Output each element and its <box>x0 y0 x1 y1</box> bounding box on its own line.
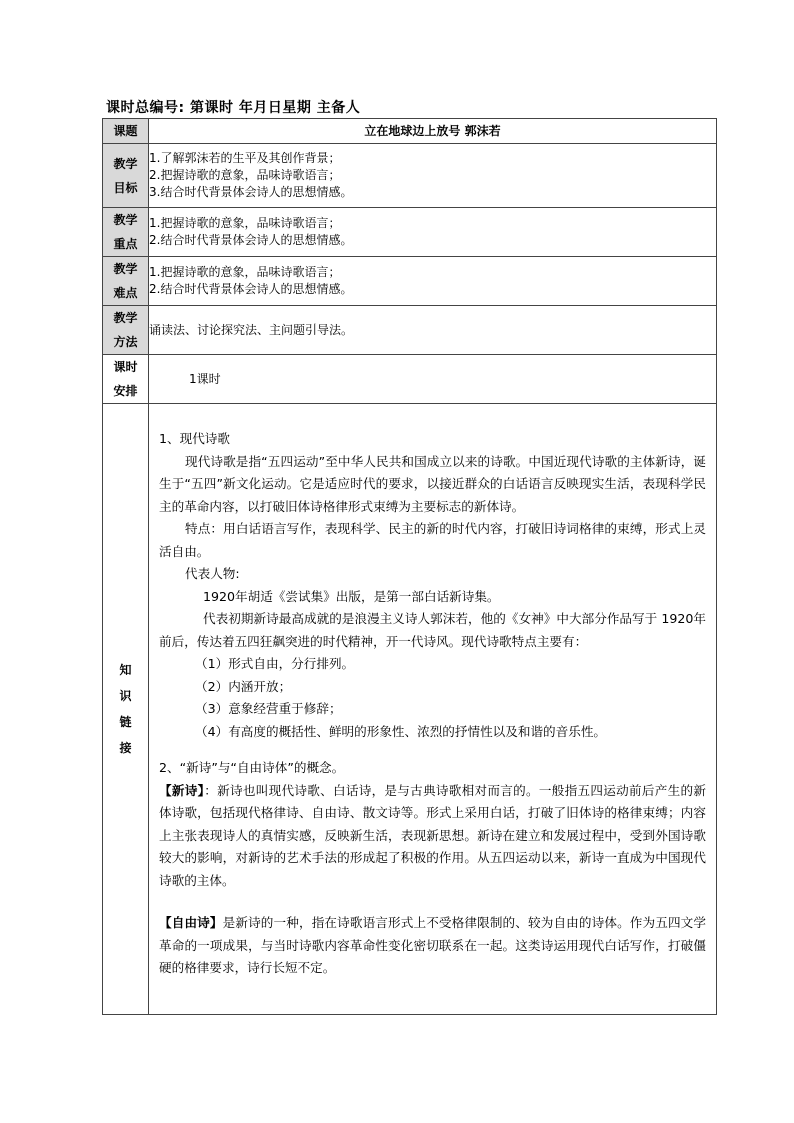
difficulty-row <box>103 257 717 306</box>
knowledge-label: 知 识 链 接 <box>103 404 149 1015</box>
ziyou-text: 是新诗的一种，指在诗歌语言形式上不受格律限制的、较为自由的诗体。作为五四文学革命的一项成果，与当时诗歌内容革命性变化密切联系在一起。这类诗运用现代白话写作，打破僵硬的格律要求，诗行长短不定。 <box>159 915 707 975</box>
xinshi-label: 【新诗】 <box>159 782 205 798</box>
method-row <box>103 306 717 355</box>
paragraph: 代表人物: <box>185 566 240 581</box>
key-label: 教学 重点 <box>103 208 149 257</box>
lesson-header: 课时总编号: 第课时 年月日星期 主备人 <box>106 100 361 116</box>
difficulty-item: 2.结合时代背景体会诗人的思想情感。 <box>149 282 353 296</box>
goal-item: 2.把握诗歌的意象，品味诗歌语言； <box>149 168 341 182</box>
xinshi-paragraph <box>159 780 706 893</box>
schedule-label: 课时 安排 <box>103 355 149 404</box>
ziyou-paragraph <box>159 912 706 980</box>
paragraph: 代表初期新诗最高成就的是浪漫主义诗人郭沫若，他的《女神》中大部分作品写于 1920年前后，传达着五四狂飙突进的时代精神，开一代诗风。现代诗歌特点主要有： <box>159 611 706 649</box>
topic-label: 课题 <box>103 119 149 144</box>
list-item: （3）意象经营重于修辞； <box>195 701 342 716</box>
goals-label: 教学 目标 <box>103 144 149 208</box>
method-content: 诵读法、讨论探究法、主问题引导法。 <box>149 306 717 355</box>
topic-row <box>103 119 717 144</box>
topic-value: 立在地球边上放号 郭沫若 <box>149 119 717 144</box>
schedule-content <box>149 355 717 404</box>
key-row <box>103 208 717 257</box>
lesson-plan-table <box>102 118 717 1015</box>
xinshi-text: ：新诗也叫现代诗歌、白话诗，是与古典诗歌相对而言的。一般指五四运动前后产生的新体诗歌，包括现代格律诗、自由诗、散文诗等。形式上采用白话，打破了旧体诗的格律束缚；内容上主张表现诗人的真情实感，反映新生活，表现新思想。新诗在建立和发展过程中，受到外国诗歌较大的影响，对新诗的艺术手法的形成起了积极的作用。从五四运动以来，新诗一直成为中国现代诗歌的主体。 <box>159 782 707 888</box>
goals-row <box>103 144 717 208</box>
goal-item: 3.结合时代背景体会诗人的思想情感。 <box>149 185 353 199</box>
list-item: （2）内涵开放； <box>195 678 292 694</box>
knowledge-row <box>103 404 717 1015</box>
section-1-title: 1、现代诗歌 <box>159 431 230 446</box>
goals-content <box>149 144 717 208</box>
key-content <box>149 208 717 257</box>
method-label: 教学 方法 <box>103 306 149 355</box>
ziyou-label: 【自由诗】 <box>159 915 223 930</box>
goal-item: 1.了解郭沫若的生平及其创作背景； <box>149 151 341 165</box>
schedule-value: 1课时 <box>189 371 221 386</box>
difficulty-content <box>149 257 717 306</box>
key-item: 2.结合时代背景体会诗人的思想情感。 <box>149 233 353 247</box>
difficulty-item: 1.把握诗歌的意象，品味诗歌语言； <box>149 265 341 279</box>
paragraph: 现代诗歌是指“五四运动”至中华人民共和国成立以来的诗歌。中国近现代诗歌的主体新诗，诞生于“五四”新文化运动。它是适应时代的要求，以接近群众的白话语言反映现实生活，表现科学民主的革命内容，以打破旧体诗格律形式束缚为主要标志的新体诗。 <box>159 453 706 514</box>
schedule-row <box>103 355 717 404</box>
key-item: 1.把握诗歌的意象，品味诗歌语言； <box>149 216 341 230</box>
paragraph: 1920年胡适《尝试集》出版，是第一部白话新诗集。 <box>203 588 500 604</box>
list-item: （4）有高度的概括性、鲜明的形象性、浓烈的抒情性以及和谐的音乐性。 <box>195 723 607 739</box>
section-2-title: 2、“新诗”与“自由诗体”的概念。 <box>159 760 345 775</box>
list-item: （1）形式自由，分行排列。 <box>195 656 355 671</box>
paragraph: 特点：用白话语言写作，表现科学、民主的新的时代内容，打破旧诗词格律的束缚，形式上灵活自由。 <box>159 521 706 559</box>
difficulty-label: 教学 难点 <box>103 257 149 306</box>
knowledge-content <box>149 404 717 1015</box>
